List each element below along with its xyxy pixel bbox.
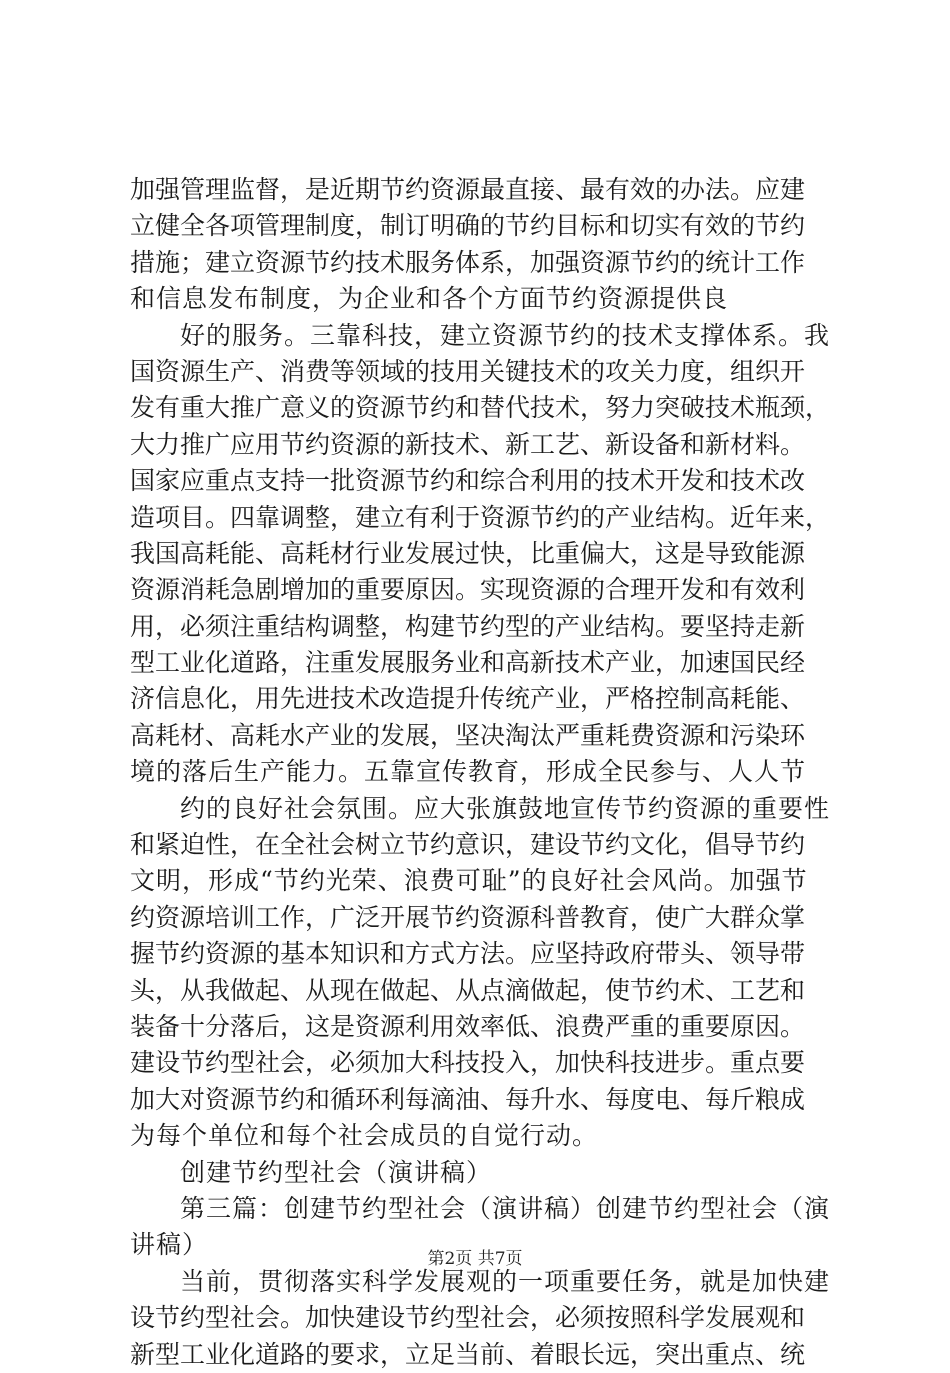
text-line: 建设节约型社会，必须加大科技投入，加快科技进步。重点要: [130, 1048, 806, 1078]
text-line: 当前，贯彻落实科学发展观的一项重要任务，就是加快建: [180, 1266, 831, 1296]
text-line: 发有重大推广意义的资源节约和替代技术，努力突破技术瓶颈，: [130, 393, 831, 423]
text-line: 和紧迫性，在全社会树立节约意识，建设节约文化，倡导节约: [130, 830, 806, 860]
text-line: 约的良好社会氛围。应大张旗鼓地宣传节约资源的重要性: [180, 793, 831, 823]
text-line: 文明，形成“节约光荣、浪费可耻”的良好社会风尚。加强节: [130, 866, 808, 896]
text-line: 约资源培训工作，广泛开展节约资源科普教育，使广大群众掌: [130, 902, 806, 932]
text-line: 讲稿）: [130, 1230, 209, 1260]
text-line: 立健全各项管理制度，制订明确的节约目标和切实有效的节约: [130, 211, 806, 241]
text-line: 新型工业化道路的要求，立足当前、着眼长远，突出重点、统: [130, 1339, 806, 1369]
text-line: 为每个单位和每个社会成员的自觉行动。: [130, 1121, 599, 1151]
text-line: 和信息发布制度，为企业和各个方面节约资源提供良: [130, 284, 729, 314]
text-line: 装备十分落后，这是资源利用效率低、浪费严重的重要原因。: [130, 1011, 806, 1041]
text-line: 型工业化道路，注重发展服务业和高新技术产业，加速国民经: [130, 648, 806, 678]
text-line: 好的服务。三靠科技，建立资源节约的技术支撑体系。我: [180, 320, 831, 350]
text-line: 创建节约型社会（演讲稿）: [180, 1157, 493, 1187]
text-line: 加大对资源节约和循环利每滴油、每升水、每度电、每斤粮成: [130, 1084, 806, 1114]
text-line: 我国高耗能、高耗材行业发展过快，比重偏大，这是导致能源: [130, 538, 806, 568]
document-body: [130, 172, 830, 1373]
text-line: 资源消耗急剧增加的重要原因。实现资源的合理开发和有效利: [130, 575, 806, 605]
text-line: 用，必须注重结构调整，构建节约型的产业结构。要坚持走新: [130, 611, 806, 641]
text-line: 高耗材、高耗水产业的发展，坚决淘汰严重耗费资源和污染环: [130, 720, 806, 750]
text-line: 大力推广应用节约资源的新技术、新工艺、新设备和新材料。: [130, 429, 806, 459]
text-line: 加强管理监督，是近期节约资源最直接、最有效的办法。应建: [130, 175, 806, 204]
text-line: 济信息化，用先进技术改造提升传统产业，严格控制高耗能、: [130, 684, 806, 714]
text-line: 造项目。四靠调整，建立有利于资源节约的产业结构。近年来，: [130, 502, 831, 532]
text-line: 国家应重点支持一批资源节约和综合利用的技术开发和技术改: [130, 466, 806, 496]
text-line: 头，从我做起、从现在做起、从点滴做起，使节约术、工艺和: [130, 975, 806, 1005]
page-number-footer: 第2页 共7页: [427, 1249, 523, 1269]
text-line: 措施；建立资源节约技术服务体系，加强资源节约的统计工作: [130, 247, 806, 277]
text-line: 第三篇：创建节约型社会（演讲稿）创建节约型社会（演: [180, 1193, 831, 1223]
text-line: 握节约资源的基本知识和方式方法。应坚持政府带头、领导带: [130, 939, 806, 969]
text-line: 境的落后生产能力。五靠宣传教育，形成全民参与、人人节: [130, 757, 807, 787]
text-line: 设节约型社会。加快建设节约型社会，必须按照科学发展观和: [130, 1303, 806, 1333]
text-line: 国资源生产、消费等领域的技用关键技术的攻关力度，组织开: [130, 356, 806, 386]
